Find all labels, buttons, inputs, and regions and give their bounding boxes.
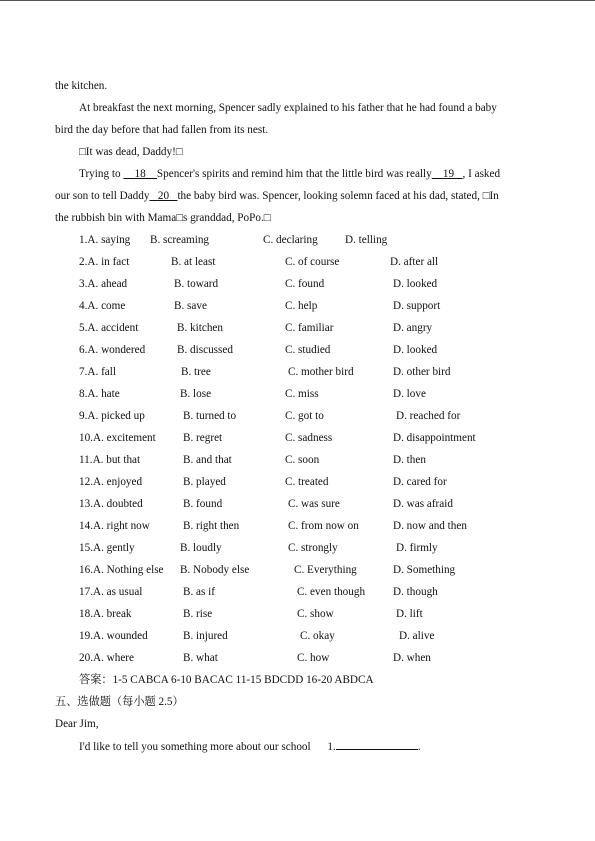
question-13-option-c: C. was sure [288,498,340,510]
question-10-option-a: 10.A. excitement [79,432,156,444]
question-6-option-b: B. discussed [177,344,233,356]
question-9-option-b: B. turned to [183,410,237,422]
question-2-option-b: B. at least [171,256,216,268]
question-10-option-b: B. regret [183,432,223,444]
letter-line-1: I'd like to tell you something more about our school 1. . [79,741,421,753]
passage-line-5 [79,167,500,181]
question-17-option-c: C. even though [297,586,366,598]
question-17-option-b: B. as if [183,586,216,598]
passage-text: , I asked [462,168,501,180]
question-8-option-a: 8.A. hate [79,388,120,400]
question-3-option-b: B. toward [174,278,219,290]
question-10-option-d: D. disappointment [393,432,476,444]
question-7-option-c: C. mother bird [288,366,354,378]
question-12-option-d: D. cared for [393,476,447,488]
question-18-option-b: B. rise [183,608,213,620]
question-16-option-a: 16.A. Nothing else [79,564,164,576]
passage-line-1: the kitchen. [55,80,108,92]
question-11-option-a: 11.A. but that [79,454,141,466]
answer-blank-1[interactable] [336,739,418,750]
question-14-option-a: 14.A. right now [79,520,150,532]
passage-line-7: the rubbish bin with Mama□s granddad, PoPo.□ [55,212,271,224]
question-20-option-c: C. how [297,652,330,664]
question-8-option-b: B. lose [180,388,212,400]
question-3-option-d: D. looked [393,278,438,290]
question-7-option-a: 7.A. fall [79,366,116,378]
question-19-option-c: C. okay [300,630,335,642]
question-12-option-c: C. treated [285,476,329,488]
question-20-option-b: B. what [183,652,218,664]
passage-text: Trying to [79,168,124,180]
question-14-option-c: C. from now on [288,520,359,532]
letter-text: I'd like to tell you something more about our school [79,741,311,753]
passage-line-2: At breakfast the next morning, Spencer sadly explained to his father that he had found a baby [79,102,497,114]
passage-line-4: □It was dead, Daddy!□ [79,146,183,158]
question-5-option-a: 5.A. accident [79,322,139,334]
question-6-option-c: C. studied [285,344,331,356]
question-5-option-c: C. familiar [285,322,334,334]
question-15-option-a: 15.A. gently [79,542,135,554]
question-9-option-c: C. got to [285,410,324,422]
answer-key: 答案：1-5 CABCA 6-10 BACAC 11-15 BDCDD 16-20 ABDCA [79,674,374,686]
question-12-option-a: 12.A. enjoyed [79,476,143,488]
question-19-option-b: B. injured [183,630,228,642]
question-18-option-d: D. lift [396,608,423,620]
question-6-option-a: 6.A. wondered [79,344,146,356]
question-1-option-b: B. screaming [150,234,210,246]
question-9-option-a: 9.A. picked up [79,410,145,422]
question-14-option-b: B. right then [183,520,240,532]
question-14-option-d: D. now and then [393,520,467,532]
section-heading: 五、选做题（每小题 2.5） [55,696,184,708]
question-8-option-c: C. miss [285,388,319,400]
passage-text: our son to tell Daddy [55,190,150,202]
blank-18: 18 [134,168,146,180]
question-4-option-a: 4.A. come [79,300,126,312]
blank-label: 1. [327,741,336,753]
question-20-option-a: 20.A. where [79,652,134,664]
question-15-option-d: D. firmly [396,542,438,554]
passage-line-6 [55,189,499,203]
question-15-option-c: C. strongly [288,542,338,554]
question-5-option-b: B. kitchen [177,322,223,334]
question-2-option-d: D. after all [390,256,439,268]
blank-20: 20 [157,190,170,202]
question-12-option-b: B. played [183,476,226,488]
question-18-option-c: C. show [297,608,334,620]
question-8-option-d: D. love [393,388,426,400]
question-13-option-b: B. found [183,498,223,510]
question-1-option-c: C. declaring [263,234,318,246]
letter-greeting: Dear Jim, [55,718,99,730]
question-19-option-d: D. alive [399,630,435,642]
passage-text: the baby bird was. Spencer, looking solemn faced at his dad, stated, □In [177,190,499,202]
question-4-option-b: B. save [174,300,207,312]
question-4-option-d: D. support [393,300,441,312]
question-17-option-d: D. though [393,586,438,598]
question-17-option-a: 17.A. as usual [79,586,143,598]
question-11-option-c: C. soon [285,454,320,466]
question-13-option-d: D. was afraid [393,498,453,510]
question-7-option-d: D. other bird [393,366,451,378]
question-7-option-b: B. tree [181,366,211,378]
question-16-option-c: C. Everything [294,564,357,576]
question-4-option-c: C. help [285,300,318,312]
question-3-option-a: 3.A. ahead [79,278,128,290]
question-9-option-d: D. reached for [396,410,461,422]
question-10-option-c: C. sadness [285,432,333,444]
passage-line-3: bird the day before that had fallen from its nest. [55,124,269,136]
question-1-option-a: 1.A. saying [79,234,131,246]
question-19-option-a: 19.A. wounded [79,630,148,642]
question-16-option-d: D. Something [393,564,456,576]
question-2-option-c: C. of course [285,256,340,268]
question-11-option-d: D. then [393,454,426,466]
blank-19: 19 [442,168,455,180]
question-11-option-b: B. and that [183,454,232,466]
question-3-option-c: C. found [285,278,325,290]
question-16-option-b: B. Nobody else [180,564,250,576]
question-2-option-a: 2.A. in fact [79,256,130,268]
question-6-option-d: D. looked [393,344,438,356]
question-18-option-a: 18.A. break [79,608,132,620]
passage-text: Spencer's spirits and remind him that the little bird was really [156,168,432,180]
question-20-option-d: D. when [393,652,431,664]
question-5-option-d: D. angry [393,322,433,334]
question-13-option-a: 13.A. doubted [79,498,143,510]
question-1-option-d: D. telling [345,234,388,246]
question-15-option-b: B. loudly [180,542,222,554]
